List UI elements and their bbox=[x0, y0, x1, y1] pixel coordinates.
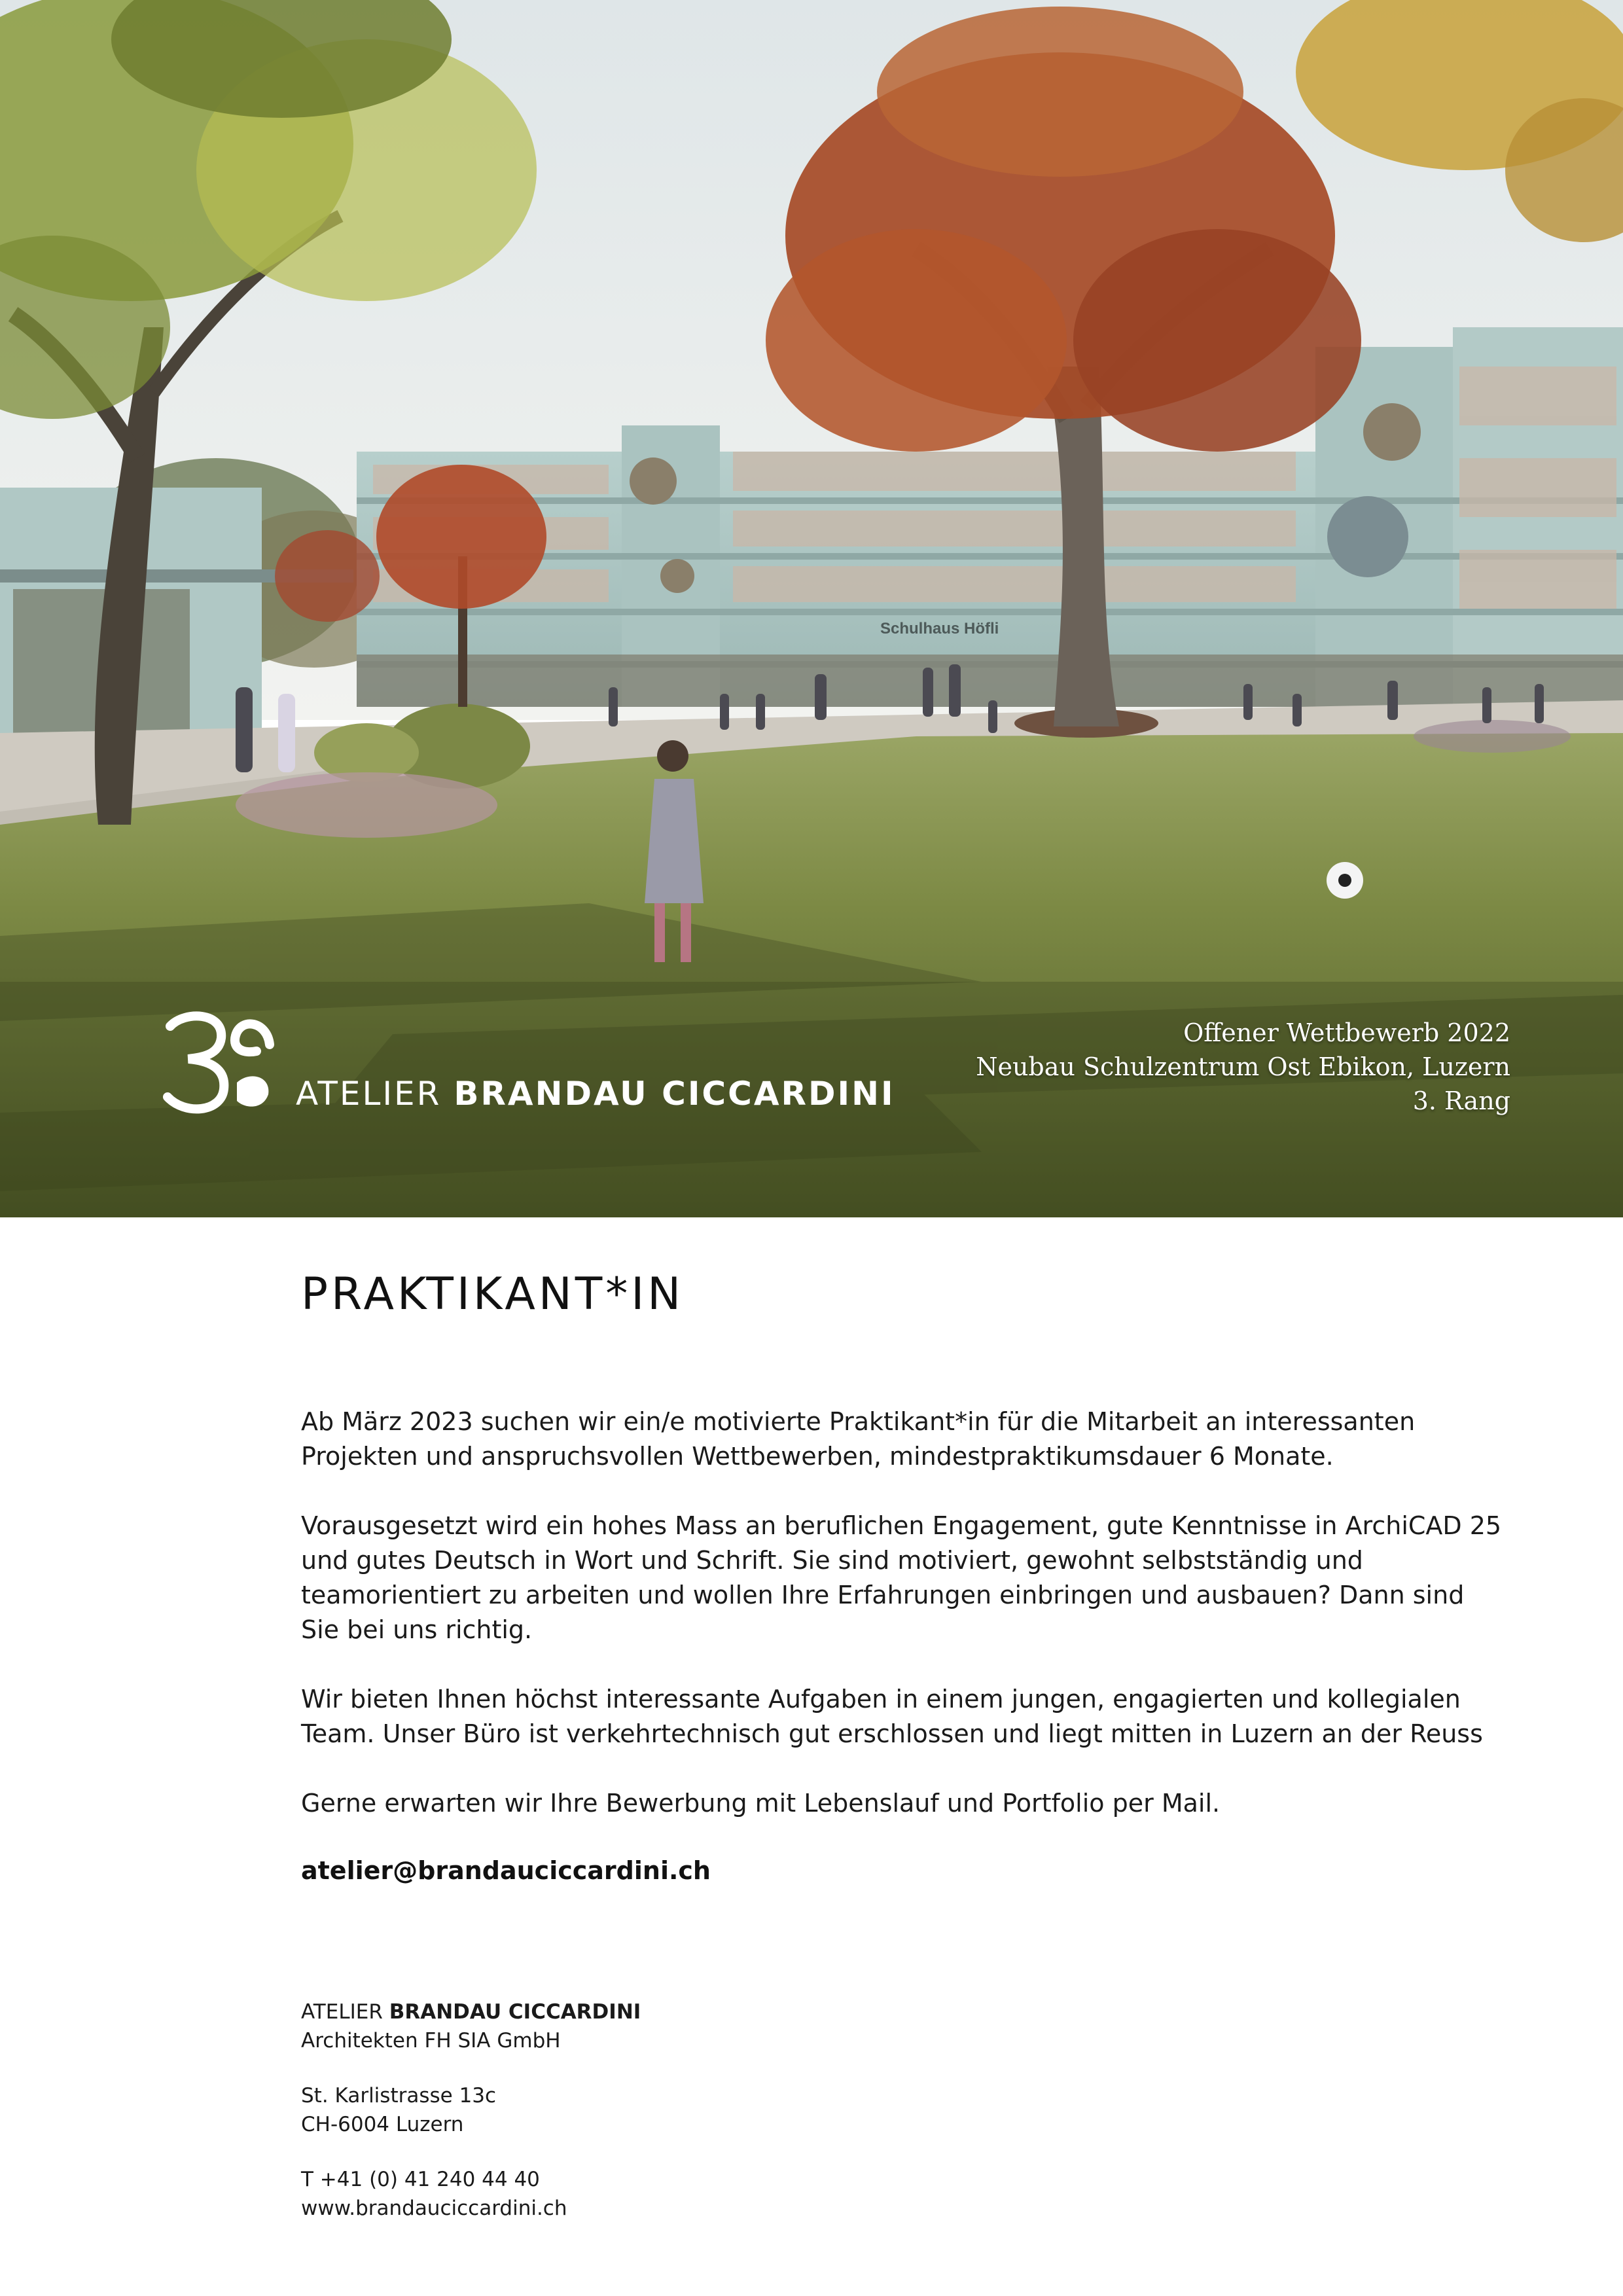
paragraph-application: Gerne erwarten wir Ihre Bewerbung mit Lebenslauf und Portfolio per Mail. bbox=[301, 1789, 1221, 1818]
paragraph-intro: Ab März 2023 suchen wir ein/e motivierte Praktikant*in für die Mitarbeit an interessanten Projekten und anspruchsvollen Wettbewerben, mindestpraktikumsdauer 6 Monate. bbox=[301, 1407, 1416, 1471]
footer-legal-form: Architekten FH SIA GmbH bbox=[301, 2029, 561, 2053]
caption-line-competition: Offener Wettbewerb 2022 bbox=[1183, 1018, 1510, 1047]
job-description bbox=[301, 1263, 1505, 1888]
footer-website-link[interactable]: www.brandauciccardini.ch bbox=[301, 2197, 567, 2220]
footer-street: St. Karlistrasse 13c bbox=[301, 2084, 497, 2108]
logo-word-bold: BRANDAU CICCARDINI bbox=[454, 1075, 895, 1113]
company-footer bbox=[301, 1998, 641, 2223]
footer-company-light: ATELIER bbox=[301, 2000, 383, 2024]
caption-line-project: Neubau Schulzentrum Ost Ebikon, Luzern bbox=[976, 1052, 1510, 1081]
footer-phone[interactable]: T +41 (0) 41 240 44 40 bbox=[301, 2168, 540, 2191]
caption-line-rank: 3. Rang bbox=[1412, 1086, 1510, 1115]
studio-logo bbox=[158, 1005, 895, 1118]
footer-city: CH-6004 Luzern bbox=[301, 2113, 464, 2136]
logo-wordmark bbox=[296, 1075, 895, 1113]
paragraph-requirements: Vorausgesetzt wird ein hohes Mass an beruflichen Engagement, gute Kenntnisse in ArchiCAD 25 und gutes Deutsch in Wort und Schrift. Sie sind motiviert, gewohnt selbstständig und teamorientiert zu arbeiten und wollen Ihre Erfahrungen einbringen und ausbauen? Dann sind Sie bei uns richtig. bbox=[301, 1511, 1502, 1644]
competition-caption bbox=[976, 1016, 1510, 1118]
logo-word-light: ATELIER bbox=[296, 1075, 442, 1113]
logo-3c-mark-icon bbox=[158, 1005, 276, 1118]
footer-company-bold: BRANDAU CICCARDINI bbox=[389, 2000, 641, 2024]
building-sign: Schulhaus Höfli bbox=[880, 620, 999, 637]
job-title: PRAKTIKANT*IN bbox=[301, 1268, 685, 1320]
contact-email-link[interactable]: atelier@brandauciccardini.ch bbox=[301, 1856, 711, 1885]
footer-company-name bbox=[301, 1998, 641, 2026]
paragraph-offer: Wir bieten Ihnen höchst interessante Aufgaben in einem jungen, engagierten und kollegialen Team. Unser Büro ist verkehrtechnisch gut erschlossen und liegt mitten in Luzern an der Reuss bbox=[301, 1685, 1483, 1748]
